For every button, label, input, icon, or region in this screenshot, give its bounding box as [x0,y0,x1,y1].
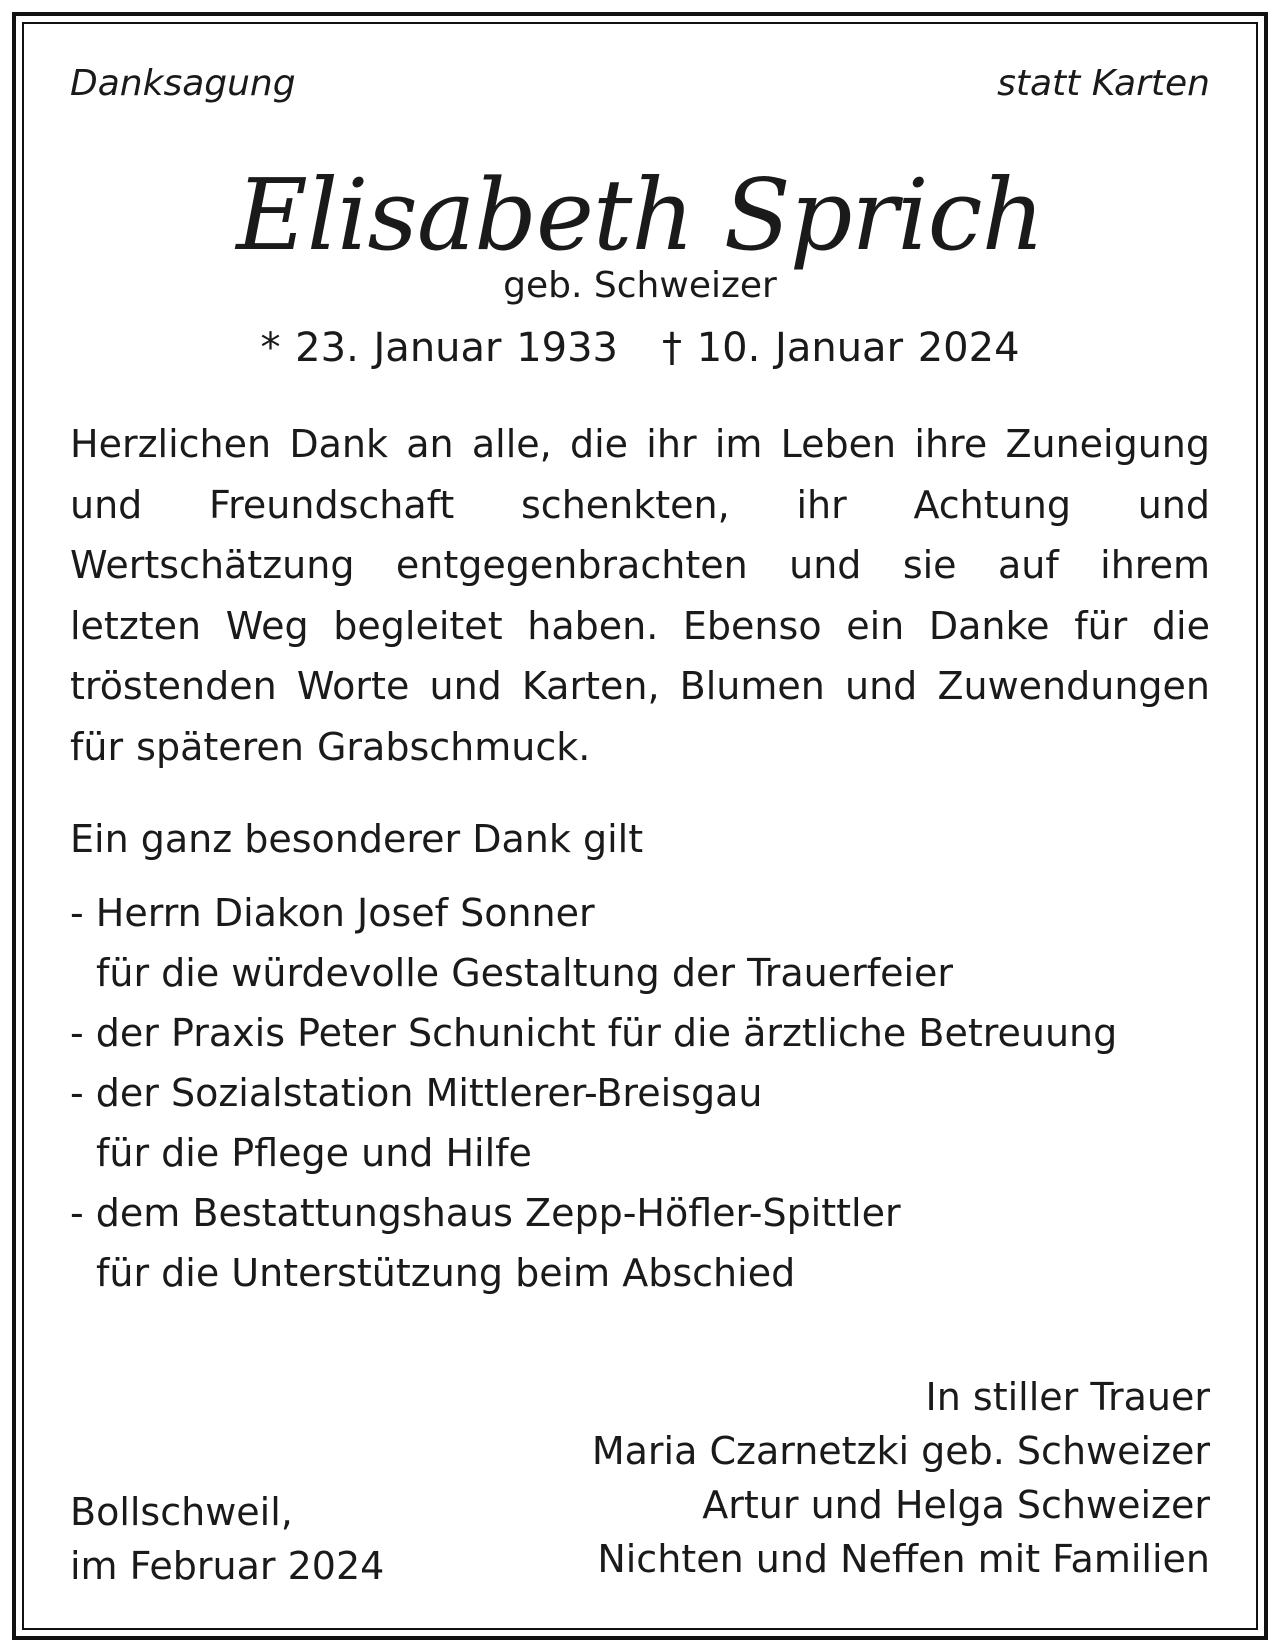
mourner-name: Maria Czarnetzki geb. Schweizer [591,1429,1210,1473]
list-item-line: - der Praxis Peter Schunicht für die ärztliche Betreuung [70,1011,1118,1055]
list-item [70,1183,1210,1303]
birth-date: * 23. Januar 1933 [260,325,618,371]
list-item [70,1063,1210,1183]
mourners-intro: In stiller Trauer [925,1375,1210,1419]
mourner-name: Nichten und Neffen mit Familien [597,1537,1210,1581]
notice-content [70,56,1210,1303]
date: im Februar 2024 [70,1544,385,1588]
list-item-line: für die Unterstützung beim Abschied [96,1251,796,1295]
mourners [592,1370,1210,1586]
death-date: † 10. Januar 2024 [662,325,1020,371]
header-danksagung: Danksagung [70,63,296,104]
life-dates [70,318,1210,378]
special-thanks-list [70,883,1210,1303]
born-name: geb. Schweizer [503,265,777,306]
thanks-paragraph: Herzlichen Dank an alle, die ihr im Leben ihre Zuneigung und Freundschaft schenkten, ihr Achtung und Wertschätzung entgegenbrachten und sie auf ihrem letzten Weg begleitet haben. Ebenso ein Danke für die tröstenden Worte und Karten, Blumen und Zuwendungen für späteren Grabschmuck. [70,422,1210,769]
place: Bollschweil, [70,1490,293,1534]
deceased-name: Elisabeth Sprich [236,159,1044,273]
list-item-line: - dem Bestattungshaus Zepp-Höfler-Spittler [70,1191,901,1235]
mourner-name: Artur und Helga Schweizer [702,1483,1210,1527]
list-item-line: - der Sozialstation Mittlerer-Breisgau [70,1071,763,1115]
list-item-line: - Herrn Diakon Josef Sonner [70,891,595,935]
list-item-line: für die Pflege und Hilfe [96,1131,532,1175]
place-date [70,1485,384,1593]
closing-block [70,1370,1210,1590]
header-statt-karten: statt Karten [997,63,1210,104]
list-item [70,883,1210,1003]
special-thanks-lead: Ein ganz besonderer Dank gilt [70,817,644,861]
list-item [70,1003,1210,1063]
header-row [70,56,1210,112]
list-item-line: für die würdevolle Gestaltung der Trauerfeier [96,951,954,995]
